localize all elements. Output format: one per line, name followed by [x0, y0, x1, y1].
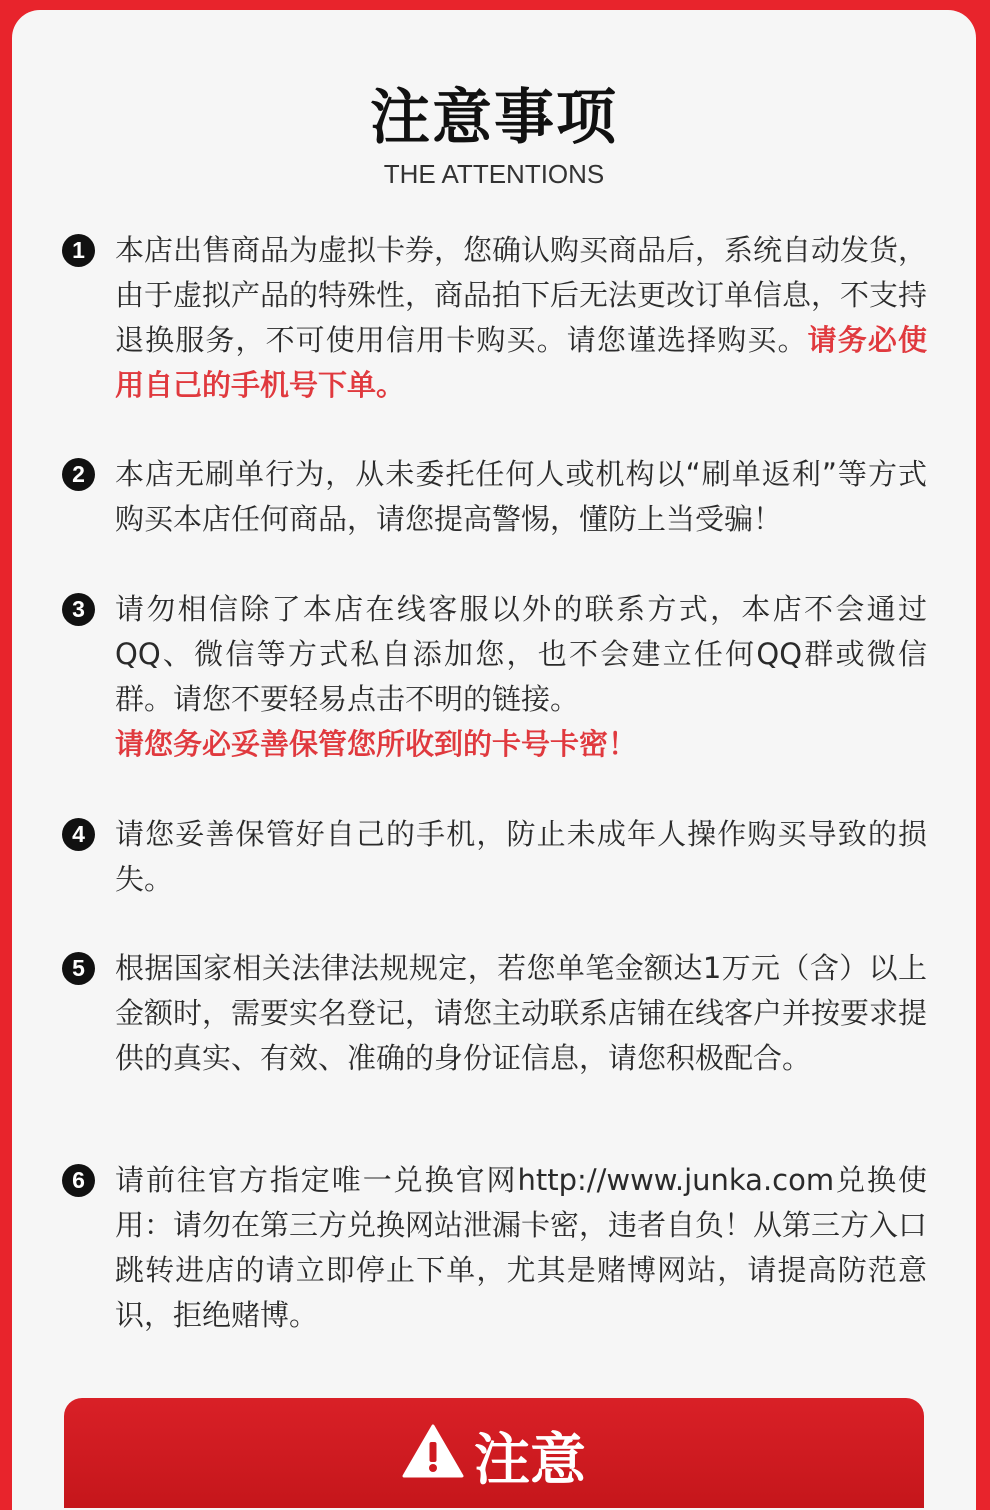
notice-body: 请前往官方指定唯一兑换官网http://www.junka.com兑换使用：请勿在第三方兑换网站泄漏卡密，违者自负！从第三方入口跳转进店的请立即停止下单，尤其是赌博网站，请提高防范意识，拒绝赌博。 — [115, 1163, 928, 1332]
notice-text — [115, 587, 927, 767]
warning-icon — [402, 1423, 464, 1496]
notice-highlight: 请务必使用自己的手机号下单。 — [115, 323, 927, 402]
notice-body: 本店无刷单行为，从未委托任何人或机构以“刷单返利”等方式购买本店任何商品，请您提高警惕，懂防上当受骗！ — [115, 457, 927, 536]
page-title: 注意事项 — [370, 83, 618, 153]
notice-text — [115, 812, 927, 902]
number-badge: 6 — [62, 1164, 95, 1197]
number-badge: 3 — [62, 593, 95, 626]
number-badge: 4 — [62, 818, 95, 851]
number-badge: 1 — [62, 234, 95, 267]
notice-body: 请勿相信除了本店在线客服以外的联系方式，本店不会通过QQ、微信等方式私自添加您，也不会建立任何QQ群或微信群。请您不要轻易点击不明的链接。 — [115, 592, 927, 716]
notice-text — [115, 946, 927, 1081]
banner-content — [64, 1426, 924, 1500]
banner-label: 注意 — [474, 1428, 586, 1493]
number-badge: 5 — [62, 952, 95, 985]
attention-banner — [64, 1398, 924, 1508]
notice-text — [115, 452, 927, 542]
notice-text — [115, 228, 927, 408]
notice-text — [115, 1158, 927, 1338]
notice-body: 请您妥善保管好自己的手机，防止未成年人操作购买导致的损失。 — [115, 817, 927, 896]
number-badge: 2 — [62, 458, 95, 491]
page-subtitle: THE ATTENTIONS — [383, 159, 605, 189]
notice-body: 本店出售商品为虚拟卡券，您确认购买商品后，系统自动发货，由于虚拟产品的特殊性，商品拍下后无法更改订单信息，不支持退换服务，不可使用信用卡购买。请您谨选择购买。 — [115, 233, 928, 357]
notice-body: 根据国家相关法律法规规定，若您单笔金额达1万元（含）以上金额时，需要实名登记，请您主动联系店铺在线客户并按要求提供的真实、有效、准确的身份证信息，请您积极配合。 — [115, 951, 928, 1075]
notice-highlight: 请您务必妥善保管您所收到的卡号卡密！ — [115, 727, 638, 761]
